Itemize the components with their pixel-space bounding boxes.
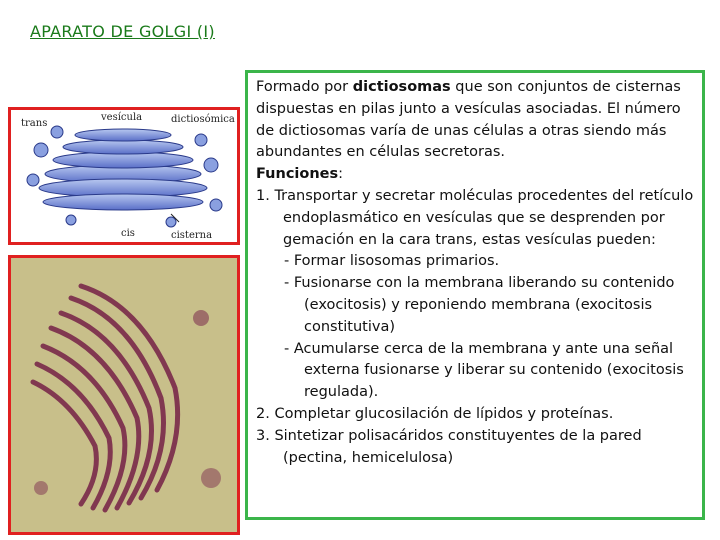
function-subitem-1: - Formar lisosomas primarios.	[284, 253, 500, 270]
function-subitem-2: - Fusionarse con la membrana liberando su contenido (exocitosis) y reponiendo membrana (exocitosis constitutiva)	[284, 275, 675, 335]
function-subitem-3: - Acumularse cerca de la membrana y ante una señal externa fusionarse y liberar su contenido (exocitosis regulada).	[284, 340, 684, 401]
intro-term-dictiosomas: dictiosomas	[352, 79, 451, 95]
function-item-2: 2. Completar glucosilación de lípidos y proteínas.	[256, 405, 614, 422]
funciones-colon: :	[338, 166, 344, 183]
funciones-label: Funciones	[256, 166, 339, 183]
label-cis: cis	[121, 228, 135, 239]
intro-paragraph	[256, 77, 694, 164]
function-item-1: 1. Transportar y secretar moléculas procedentes del retículo endoplasmático en vesículas que se desprenden por gemación en la cara trans, estas vesículas pueden:	[256, 187, 694, 248]
golgi-micrograph-image	[8, 255, 240, 535]
golgi-diagram-image	[8, 107, 240, 245]
intro-text-start: Formado por	[256, 79, 353, 95]
intro-text-rest: que son conjuntos de cisternas dispuestas en pilas junto a vesículas asociadas. El número de dictiosomas varía de unas células a otras siendo más abundantes en células secretoras.	[256, 79, 681, 161]
page-title: APARATO DE GOLGI (I)	[30, 22, 215, 41]
function-item-3: 3. Sintetizar polisacáridos constituyentes de la pared (pectina, hemicelulosa)	[256, 427, 642, 466]
label-trans: trans	[21, 118, 48, 129]
funciones-heading	[256, 164, 694, 186]
description-textbox	[245, 70, 705, 520]
micrograph-illustration	[11, 258, 237, 532]
label-vesicula: vesícula	[101, 112, 143, 123]
label-dictiosomica: dictiosómica	[171, 114, 235, 125]
label-cisterna: cisterna	[171, 230, 213, 241]
golgi-diagram-illustration	[11, 110, 237, 242]
